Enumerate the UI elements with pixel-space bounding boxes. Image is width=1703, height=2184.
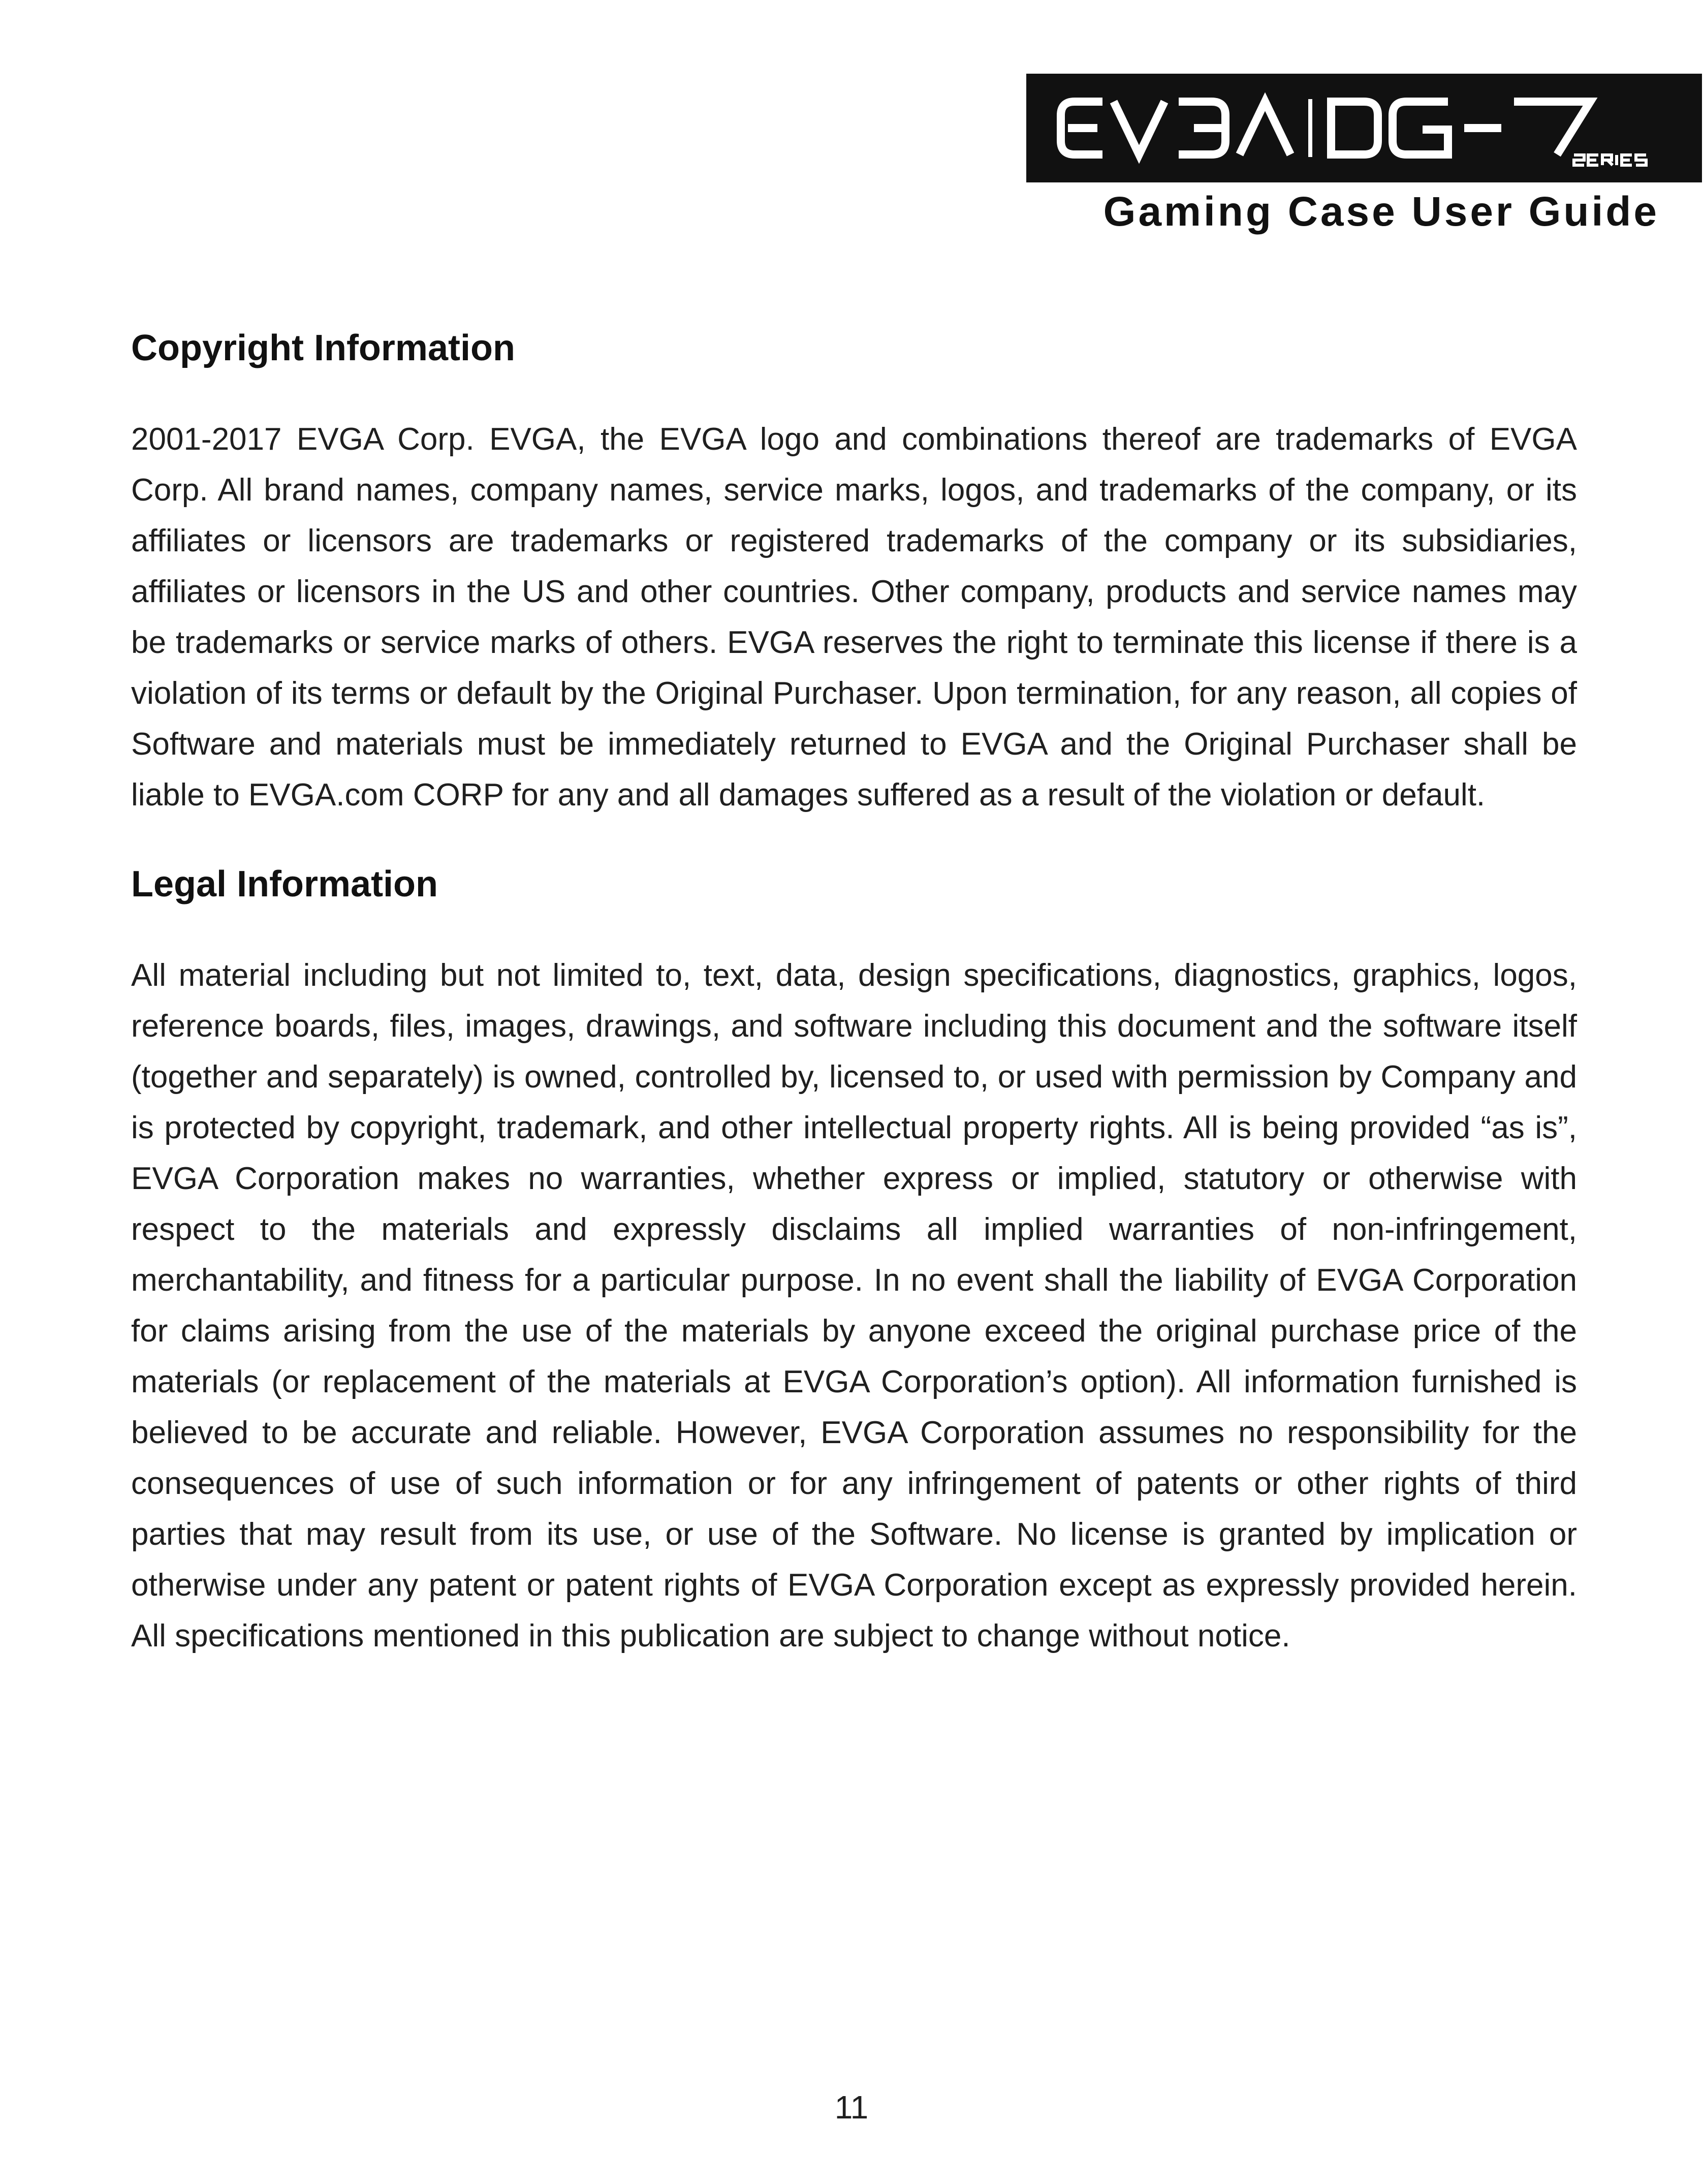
guide-title: Gaming Case User Guide [1103,189,1659,235]
document-body [131,323,1577,1700]
legal-paragraph: All material including but not limited to, text, data, design specifications, diagnostics, graphics, logos, reference boards, files, images, drawings, and software including this document and the software itself (together and separately) is owned, controlled by, licensed to, or used with permission by Company and is protected by copyright, trademark, and other intellectual property rights. All is being provided “as is”, EVGA Corporation makes no warranties, whether express or implied, statutory or otherwise with respect to the materials and expressly disclaims all implied warranties of non-infringement, merchantability, and fitness for a particular purpose. In no event shall the liability of EVGA Corporation for claims arising from the use of the materials by anyone exceed the original purchase price of the materials (or replacement of the materials at EVGA Corporation’s option). All information furnished is believed to be accurate and reliable. However, EVGA Corporation assumes no responsibility for the consequences of use of such information or for any infringement of patents or other rights of third parties that may result from its use, or use of the Software. No license is granted by implication or otherwise under any patent or patent rights of EVGA Corporation except as expressly provided herein. All specifications mentioned in this publication are subject to change without notice. [131,958,1577,1653]
copyright-paragraph: 2001-2017 EVGA Corp. EVGA, the EVGA logo and combinations thereof are trademarks of EVGA Corp. All brand names, company names, service marks, logos, and trademarks of the company, or its affiliates or licensors are trademarks or registered trademarks of the company or its subsidiaries, affiliates or licensors in the US and other countries. Other company, products and service names may be trademarks or service marks of others. EVGA reserves the right to terminate this license if there is a violation of its terms or default by the Original Purchaser. Upon termination, for any reason, all copies of Software and materials must be immediately returned to EVGA and the Original Purchaser shall be liable to EVGA.com CORP for any and all damages suffered as a result of the violation or default. [131,422,1577,813]
copyright-heading: Copyright Information [131,328,515,368]
page-number: 11 [834,2089,869,2126]
legal-heading: Legal Information [131,864,438,904]
evga-dg7-logo [1026,74,1702,182]
